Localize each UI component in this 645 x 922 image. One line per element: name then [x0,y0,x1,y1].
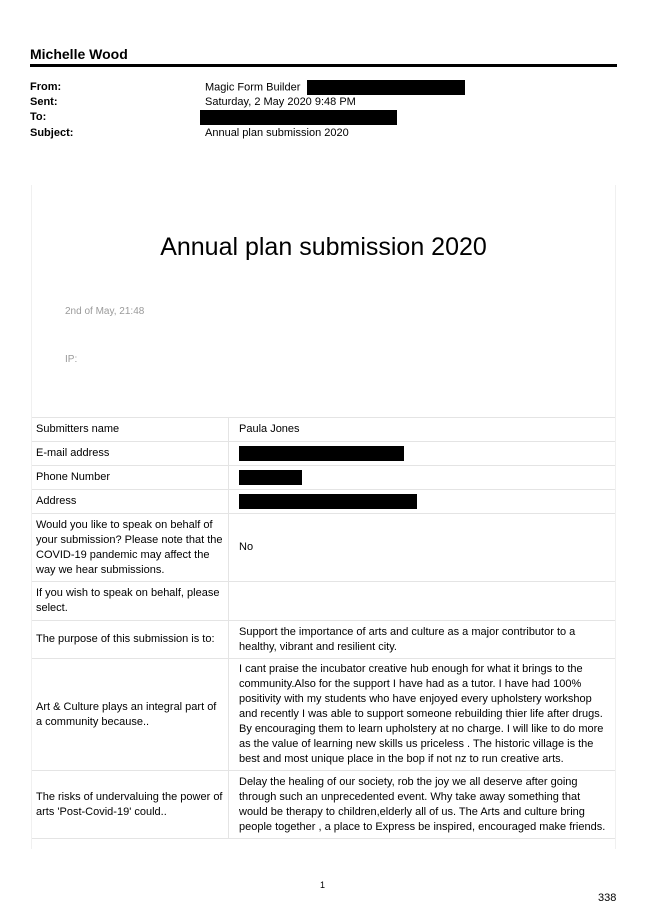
table-row [32,490,615,514]
row-question: Would you like to speak on behalf of your submission? Please note that the COVID-19 pandemic may affect the way we hear submissions. [32,514,229,582]
row-question: If you wish to speak on behalf, please select. [32,582,229,621]
row-question: Art & Culture plays an integral part of a community because.. [32,659,229,771]
row-question: Submitters name [32,418,229,442]
row-answer: No [229,514,616,582]
row-answer: Support the importance of arts and culture as a major contributor to a healthy, vibrant and resilient city. [229,621,616,659]
row-question: The purpose of this submission is to: [32,621,229,659]
header-subject-value: Annual plan submission 2020 [205,127,349,139]
table-row [32,771,615,839]
header-to-value [200,110,397,125]
row-answer [229,442,616,466]
submission-date: 2nd of May, 21:48 [65,306,145,317]
submission-table [32,417,615,839]
sender-name: Michelle Wood [30,46,128,62]
form-submission-card [31,185,616,849]
row-question: The risks of undervaluing the power of arts 'Post-Covid-19' could.. [32,771,229,839]
redaction-address [239,494,417,509]
row-answer: I cant praise the incubator creative hub enough for what it brings to the community.Also for the support I have had as a tutor. I have had 100% positivity with my students who have enjoyed every upholstery workshop and recently I was able to support someone rebuilding thier life after drugs. By encouraging them to learn upholstery at no charge. I will like to do more as the value of learning new skills us priceless . The historic village is the best and most unique place in the bop if not nz to run creative arts. [229,659,616,771]
table-row [32,418,615,442]
row-answer [229,466,616,490]
form-title: Annual plan submission 2020 [160,233,487,261]
table-row [32,621,615,659]
redaction-phone [239,470,302,485]
row-answer [229,490,616,514]
header-subject-label: Subject: [30,127,74,139]
header-rule [30,64,617,67]
redaction-to [200,110,397,125]
row-question: E-mail address [32,442,229,466]
header-sent-label: Sent: [30,96,58,108]
header-from-text: Magic Form Builder [205,81,301,94]
ip-label: IP: [65,354,78,365]
row-question: Address [32,490,229,514]
table-row [32,514,615,582]
header-from-label: From: [30,81,62,93]
table-row [32,659,615,771]
document-number: 338 [598,892,617,904]
table-row [32,582,615,621]
table-row [32,442,615,466]
redaction-from-email [307,80,465,95]
header-sent-value: Saturday, 2 May 2020 9:48 PM [205,96,356,108]
redaction-email [239,446,404,461]
table-row [32,466,615,490]
header-to-label: To: [30,111,47,123]
header-from-value [205,80,465,95]
row-answer: Delay the healing of our society, rob the joy we all deserve after going through such an unprecedented event. Why take away something that would be therapy to children,elderly all of us. The Arts and culture bring people together , a place to Express be inspired, encouraged make friends. [229,771,616,839]
row-answer [229,582,616,621]
page-number: 1 [319,880,325,890]
row-question: Phone Number [32,466,229,490]
row-answer: Paula Jones [229,418,616,442]
